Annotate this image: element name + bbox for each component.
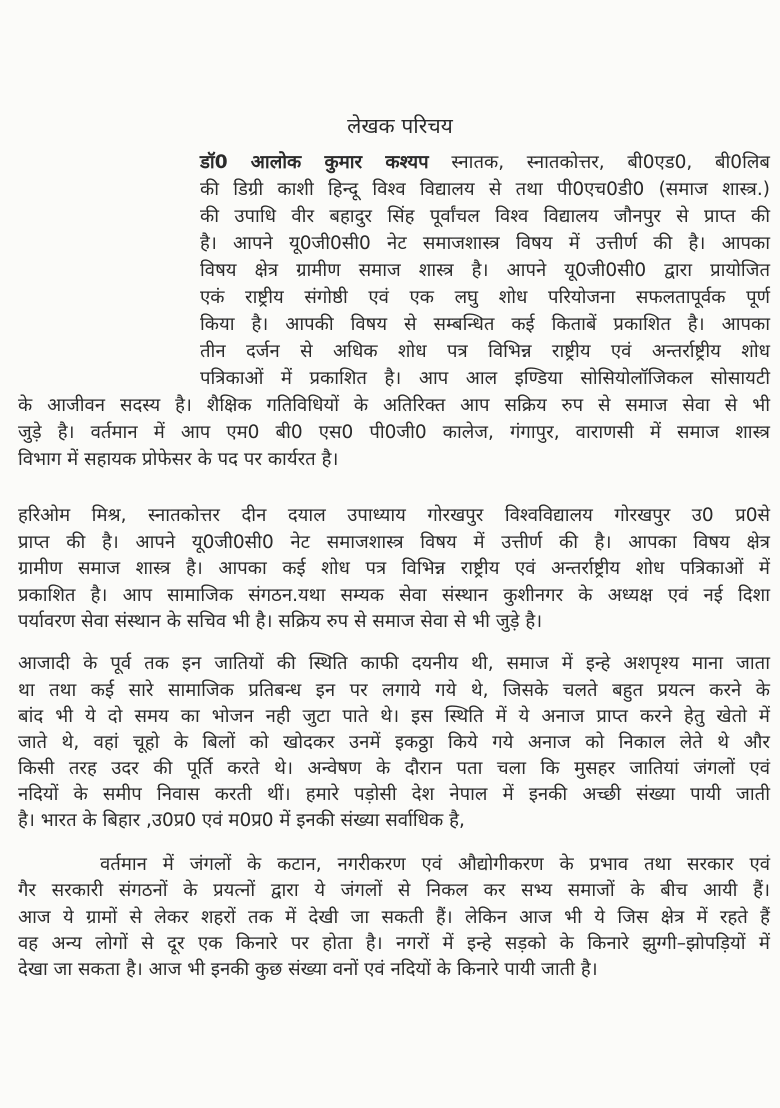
text-line: बांद भी ये दो समय का भोजन नही जुटा पाते थे। इस स्थिति में ये अनाज प्राप्त करने हेतु खेतो में [18, 706, 770, 727]
author-name: डॉ0 आलोक कुमार कश्यप [200, 152, 429, 173]
text-line: किसी तरह उदर की पूर्ति करते थे। अन्वेषण के दौरान पता चला कि मुसहर जातियां जंगलों एवं [18, 758, 770, 779]
text-line: एकं राष्ट्रीय संगोष्ठी एवं एक लघु शोध परियोजना सफलतापूर्वक पूर्ण [200, 287, 770, 308]
text-line: हरिओम मिश्र, स्नातकोत्तर दीन दयाल उपाध्याय गोरखपुर विश्वविद्यालय गोरखपुर उ0 प्र0से [18, 505, 770, 526]
text-line: जुड़े है। वर्तमान में आप एम0 बी0 एस0 पी0जी0 कालेज, गंगापुर, वाराणसी में समाज शास्त्र [18, 422, 770, 443]
text-line: के आजीवन सदस्य है। शैक्षिक गतिविधियों के अतिरिक्त आप सक्रिय रुप से समाज सेवा से भी [18, 395, 770, 416]
text-line: है। आपने यू0जी0सी0 नेट समाजशास्त्र विषय में उत्तीर्ण की है। आपका [200, 233, 770, 254]
text-line: पर्यावरण सेवा संस्थान के सचिव भी है। सक्रिय रुप से समाज सेवा से भी जुड़े है। [18, 611, 543, 632]
text-line: की डिग्री काशी हिन्दू विश्व विद्यालय से तथा पी0एच0डी0 (समाज शास्त्र.) [200, 179, 770, 200]
text-line: आजादी के पूर्व तक इन जातियों की स्थिति काफी दयनीय थी, समाज में इन्हे अशपृश्य माना जाता [18, 653, 770, 674]
text-line: जाते थे, वहां चूहो के बिलों को खोदकर उनमें इकठ्ठा किये गये अनाज को निकाल लेते थे और [18, 732, 770, 753]
text-line: प्रकाशित है। आप सामाजिक संगठन.यथा सम्यक सेवा संस्थान कुशीनगर के अध्यक्ष एवं नई दिशा [18, 585, 770, 606]
text-line: डॉ0 आलोक कुमार कश्यप स्नातक, स्नातकोत्तर, बी0एड0, बी0लिब [200, 152, 770, 173]
text-line: किया है। आपकी विषय से सम्बन्धित कई किताबें प्रकाशित है। आपका [200, 314, 770, 335]
text-line: ग्रामीण समाज शास्त्र है। आपका कई शोध पत्र विभिन्न राष्ट्रीय एवं अन्तर्राष्ट्रीय शोध पत्रिकाओं में [18, 558, 770, 579]
text-line: प्राप्त की है। आपने यू0जी0सी0 नेट समाजशास्त्र विषय में उत्तीर्ण की है। आपका विषय क्षेत्र [18, 532, 770, 553]
text-line: की उपाधि वीर बहादुर सिंह पूर्वांचल विश्व विद्यालय जौनपुर से प्राप्त की [200, 206, 770, 227]
text-line: था तथा कई सारे सामाजिक प्रतिबन्ध इन पर लगाये गये थे, जिसके चलते बहुत प्रयत्न करने के [18, 680, 770, 701]
text-line: वर्तमान में जंगलों के कटान, नगरीकरण एवं औद्योगीकरण के प्रभाव तथा सरकार एवं [100, 854, 770, 875]
text-line: पत्रिकाओं में प्रकाशित है। आप आल इण्डिया सोसियोलॉजिकल सोसायटी [200, 368, 770, 389]
text-line: वह अन्य लोगों से दूर एक किनारे पर होता है। नगरों में इन्हे सड़को के किनारे झुग्गी–झोपड़ियों में [18, 933, 770, 954]
text-line: है। भारत के बिहार ,उ0प्र0 एवं म0प्र0 में इनकी संख्या सर्वाधिक है, [18, 810, 465, 831]
text-line: तीन दर्जन से अधिक शोध पत्र विभिन्न राष्ट्रीय एवं अन्तर्राष्ट्रीय शोध [200, 341, 770, 362]
text-line: देखा जा सकता है। आज भी इनकी कुछ संख्या वनों एवं नदियों के किनारे पायी जाती है। [18, 959, 598, 980]
page-title: लेखक परिचय [347, 114, 453, 138]
text-line: गैर सरकारी संगठनों के प्रयत्नों द्वारा ये जंगलों से निकल कर सभ्य समाजों के बीच आयी हैं। [18, 880, 770, 901]
text-line: नदियों के समीप निवास करती थीं। हमारे पड़ोसी देश नेपाल में इनकी अच्छी संख्या पायी जाती [18, 784, 770, 805]
text-line: विभाग में सहायक प्रोफेसर के पद पर कार्यरत है। [18, 449, 339, 470]
text-line: आज ये ग्रामों से लेकर शहरों तक में देखी जा सकती हैं। लेकिन आज भी ये जिस क्षेत्र में रहते हैं [18, 907, 770, 928]
text-line: विषय क्षेत्र ग्रामीण समाज शास्त्र है। आपने यू0जी0सी0 द्वारा प्रायोजित [200, 260, 770, 281]
